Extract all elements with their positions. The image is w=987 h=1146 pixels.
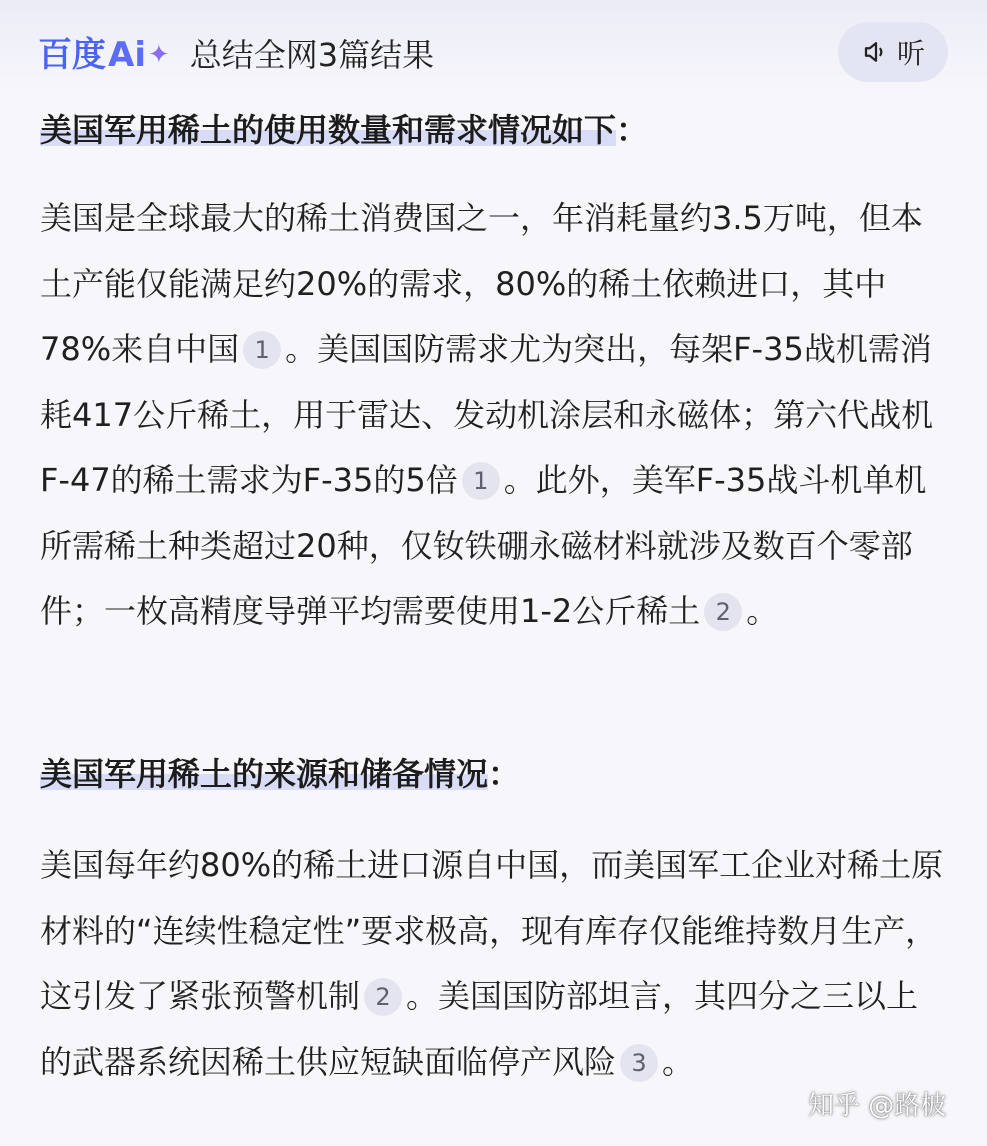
sparkle-icon: ✦ <box>147 40 170 70</box>
ai-logo: Ai <box>108 35 146 75</box>
speaker-icon <box>861 37 891 67</box>
paragraph-text: 。美国国防部坦言，其四分之三以上的武器系统因稀土供应短缺面临停产风险 <box>40 977 919 1081</box>
baidu-logo: 百度 <box>38 35 106 75</box>
answer-header <box>0 0 987 100</box>
section-heading-source: 美国军用稀土的来源和储备情况： <box>40 755 521 793</box>
section-paragraph-usage <box>40 186 945 645</box>
section-paragraph-source <box>40 833 945 1095</box>
section-heading-usage: 美国军用稀土的使用数量和需求情况如下： <box>40 111 649 149</box>
citation-badge[interactable]: 2 <box>364 978 402 1016</box>
citation-badge[interactable]: 1 <box>243 331 281 369</box>
paragraph-text: 美国是全球最大的稀土消费国之一，年消耗量约3.5万吨，但本土产能仅能满足约20%的需求，80%的稀土依赖进口，其中78%来自中国 <box>40 199 923 368</box>
citation-badge[interactable]: 1 <box>462 462 500 500</box>
citation-badge[interactable]: 2 <box>704 593 742 631</box>
paragraph-text: 。美国国防需求尤为突出，每架F-35战机需消耗417公斤稀土，用于雷达、发动机涂层和永磁体；第六代战机F-47的稀土需求为F-35的5倍 <box>40 330 934 499</box>
paragraph-text: 。 <box>662 1042 695 1081</box>
summary-text: 总结全网3篇结果 <box>189 36 435 74</box>
watermark: 知乎 @路柀 <box>808 1091 947 1121</box>
paragraph-text: 。此外，美军F-35战斗机单机所需稀土种类超过20种，仅钕铁硼永磁材料就涉及数百个零部件；一枚高精度导弹平均需要使用1-2公斤稀土 <box>40 461 927 630</box>
citation-badge[interactable]: 3 <box>620 1044 658 1082</box>
paragraph-text: 美国每年约80%的稀土进口源自中国，而美国军工企业对稀土原材料的“连续性稳定性”要求极高，现有库存仅能维持数月生产，这引发了紧张预警机制 <box>40 846 944 1015</box>
paragraph-text: 。 <box>746 592 779 630</box>
brand-bar <box>38 30 434 80</box>
listen-button[interactable] <box>838 22 948 82</box>
listen-label: 听 <box>896 37 925 70</box>
